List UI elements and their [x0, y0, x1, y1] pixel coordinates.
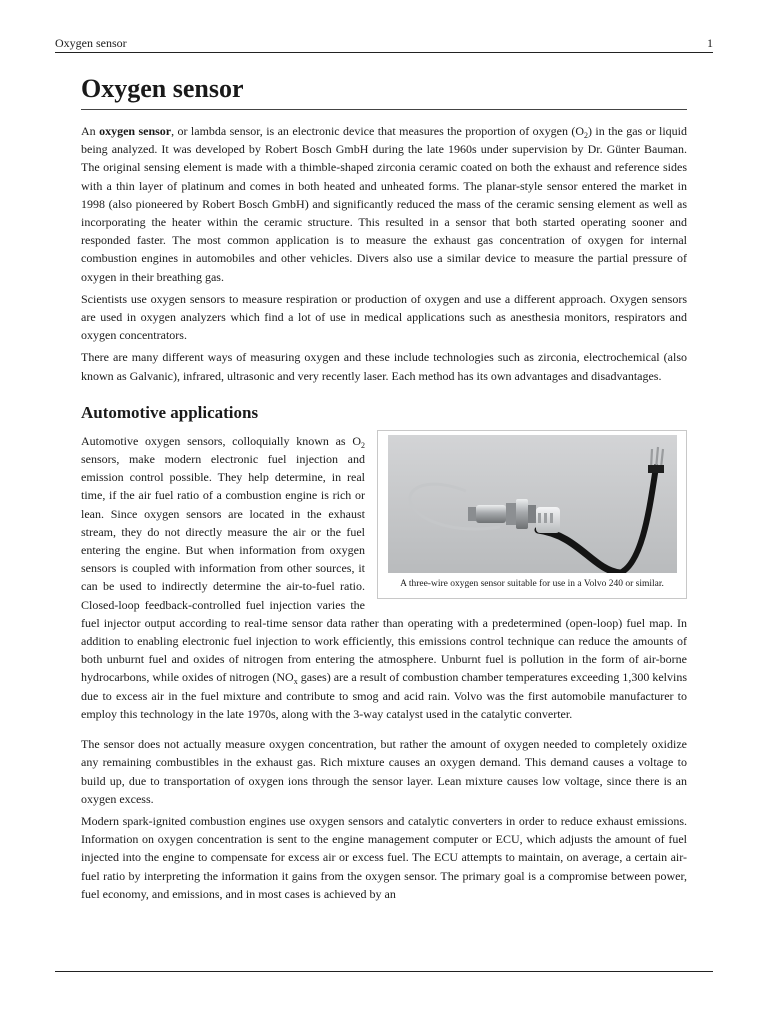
figure-thumbnail	[377, 430, 687, 599]
intro-paragraph-3: There are many different ways of measuring oxygen and these include technologies such as zirconia, electrochemical (also known as Galvanic), infrared, ultrasonic and very recently laser. Each method has its own advantages and disadvantages.	[81, 350, 687, 383]
intro-text-c: ) in the gas or liquid being analyzed. It was developed by Robert Bosch GmbH during the late 1960s under supervision by Dr. Günter Bauman. The original sensing element is made with a thimble-shaped zirconia ceramic coated on both the exhaust and reference sides with a thin layer of platinum and comes in both heated and unheated forms. The planar-style sensor entered the market in 1998 (also pioneered by Robert Bosch GmbH) and significantly reduced the mass of the ceramic sensing element as well as incorporating the heater within the ceramic structure. This resulted in a sensor that both started operating sooner and responded faster. The most common application is to measure the exhaust gas concentration of oxygen for internal combustion engines in automobiles and other vehicles. Divers also use a similar device to measure the partial pressure of oxygen in their breathing gas.	[81, 124, 688, 284]
running-head-title: Oxygen sensor	[55, 36, 127, 50]
intro-paragraph-2: Scientists use oxygen sensors to measure respiration or production of oxygen and use a different approach. Oxygen sensors are used in oxygen analyzers which find a lot of use in medical applications such as anesthesia monitors, respirators and oxygen concentrators.	[81, 291, 687, 343]
bold-term: oxygen sensor	[99, 124, 172, 138]
running-head	[55, 36, 713, 53]
section-heading-automotive: Automotive applications	[81, 402, 259, 422]
figure-caption: A three-wire oxygen sensor suitable for use in a Volvo 240 or similar.	[400, 578, 664, 589]
automotive-paragraph-3: Modern spark-ignited combustion engines use oxygen sensors and catalytic converters in order to reduce exhaust emissions. Information on oxygen concentration is sent to the engine management computer or ECU, which adjusts the amount of fuel injected into the engine to compensate for excess air or excess fuel. The ECU attempts to maintain, on average, a certain air-fuel ratio by interpreting the information it gains from the oxygen sensor. The primary goal is a compromise between power, fuel economy, and emissions, and in most cases is achieved by an	[81, 813, 687, 901]
subscript: 2	[361, 440, 365, 450]
automotive-paragraph-2: The sensor does not actually measure oxygen concentration, but rather the amount of oxygen needed to completely oxidize any remaining combustibles in the exhaust gas. Rich mixture causes an oxygen demand. This demand causes a voltage to build up, due to transportation of oxygen ions through the sensor layer. Lean mixture causes low voltage, since there is an oxygen excess.	[81, 737, 687, 806]
page-number: 1	[707, 36, 713, 50]
automotive-text-a: Automotive oxygen sensors, colloquially known as O	[81, 433, 361, 448]
intro-paragraph-1	[81, 122, 687, 286]
article-title: Oxygen sensor	[81, 72, 687, 110]
intro-text-a: An	[81, 124, 100, 138]
oxygen-sensor-photo	[388, 435, 677, 573]
subscript: x	[293, 677, 298, 687]
automotive-text-b: sensors, make modern electronic fuel injection and emission control possible. They help determine, in real time, if the air fuel ratio of a combustion engine is rich or lean. Since oxygen sensors are located in the exhaust stream, they do not directly measure the air or the fuel entering the engine. But when information from oxygen sensors is coupled with information from other sources, it can be used to indirectly determine the air-to-fuel ratio. Closed-loop feedback-controlled fuel injection varies the fuel injector output according to real-time sensor data rather than operating with a predetermined (open-loop) fuel map. In addition to enabling electronic fuel injection to work efficiently, this emissions control technique can reduce the amounts of both unburnt fuel and oxides of nitrogen from entering the atmosphere. Unburnt fuel is pollution in the form of air-borne hydrocarbons, while oxides of nitrogen (NO	[81, 452, 687, 685]
intro-text-b: , or lambda sensor, is an electronic device that measures the proportion of oxygen (O	[171, 124, 585, 138]
footer-rule	[55, 971, 713, 972]
subscript: 2	[584, 131, 589, 140]
automotive-text-c: gases) are a result of combustion chamber temperatures exceeding 1,300 kelvins due to excess air in the fuel mixture and contribute to smog and acid rain. Volvo was the first automobile manufacturer to employ this technology in the late 1970s, along with the 3-way catalyst used in the catalytic converter.	[81, 670, 688, 721]
article-body	[81, 72, 687, 903]
